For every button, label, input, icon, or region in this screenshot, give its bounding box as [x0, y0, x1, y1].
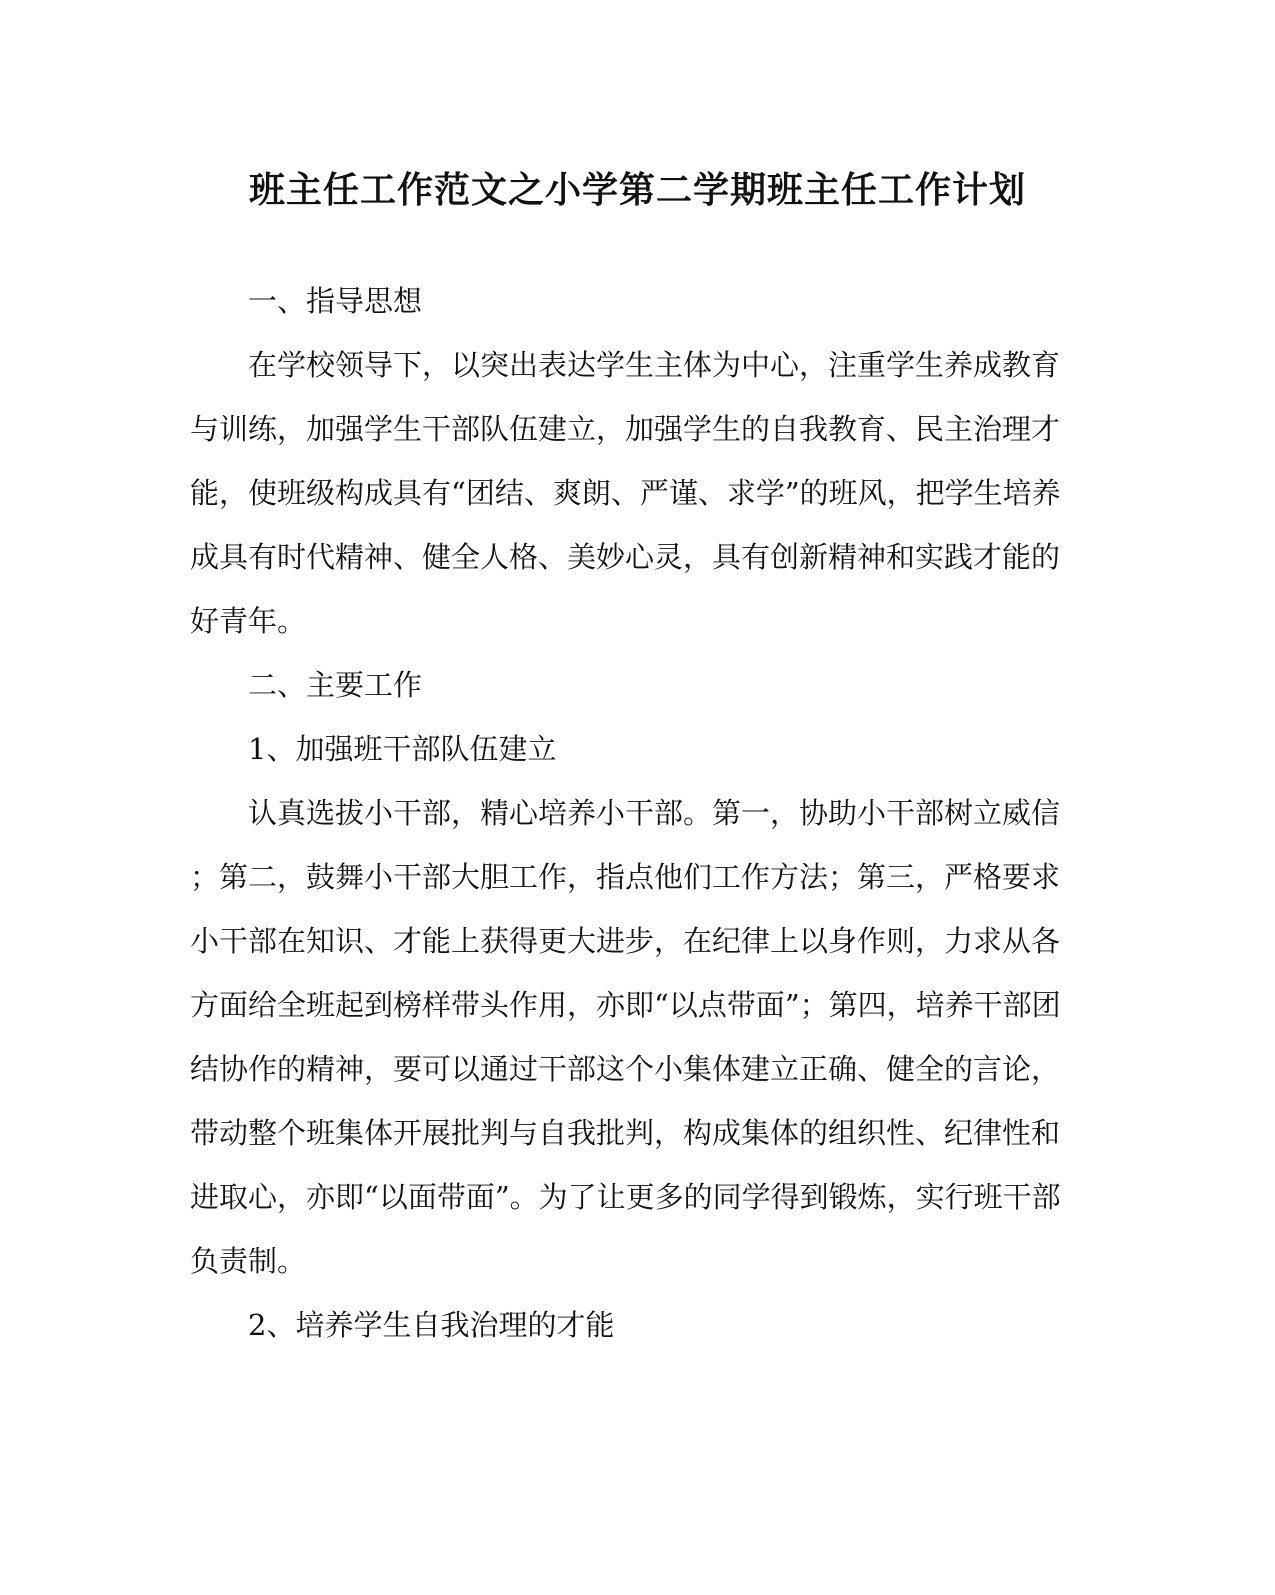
paragraph-line: 好青年。	[190, 604, 307, 638]
item-heading-cadre-team: 1、加强班干部队伍建立	[248, 732, 557, 766]
paragraph-line: 认真选拔小干部，精心培养小干部。第一，协助小干部树立威信	[248, 796, 1061, 830]
paragraph-line: ；第二，鼓舞小干部大胆工作，指点他们工作方法；第三，严格要求	[190, 860, 1061, 894]
paragraph-line: 带动整个班集体开展批判与自我批判，构成集体的组织性、纪律性和	[190, 1116, 1061, 1150]
section-heading-guiding-thought: 一、指导思想	[248, 284, 423, 318]
paragraph-line: 在学校领导下，以突出表达学生主体为中心，注重学生养成教育	[248, 348, 1061, 382]
paragraph-line: 小干部在知识、才能上获得更大进步，在纪律上以身作则，力求从各	[190, 924, 1061, 958]
paragraph-line: 与训练，加强学生干部队伍建立，加强学生的自我教育、民主治理才	[190, 412, 1061, 446]
paragraph-line: 能，使班级构成具有“团结、爽朗、严谨、求学”的班风，把学生培养	[190, 476, 1061, 510]
document-title: 班主任工作范文之小学第二学期班主任工作计划	[248, 169, 1026, 211]
document-body	[190, 269, 1061, 1357]
paragraph-line: 进取心，亦即“以面带面”。为了让更多的同学得到锻炼，实行班干部	[190, 1180, 1061, 1214]
paragraph-line: 负责制。	[190, 1244, 307, 1278]
paragraph-line: 方面给全班起到榜样带头作用，亦即“以点带面”；第四，培养干部团	[190, 988, 1061, 1022]
paragraph-line: 结协作的精神，要可以通过干部这个小集体建立正确、健全的言论，	[190, 1052, 1061, 1086]
item-heading-self-management: 2、培养学生自我治理的才能	[248, 1308, 615, 1342]
section-heading-main-work: 二、主要工作	[248, 668, 423, 702]
paragraph-line: 成具有时代精神、健全人格、美妙心灵，具有创新精神和实践才能的	[190, 540, 1061, 574]
